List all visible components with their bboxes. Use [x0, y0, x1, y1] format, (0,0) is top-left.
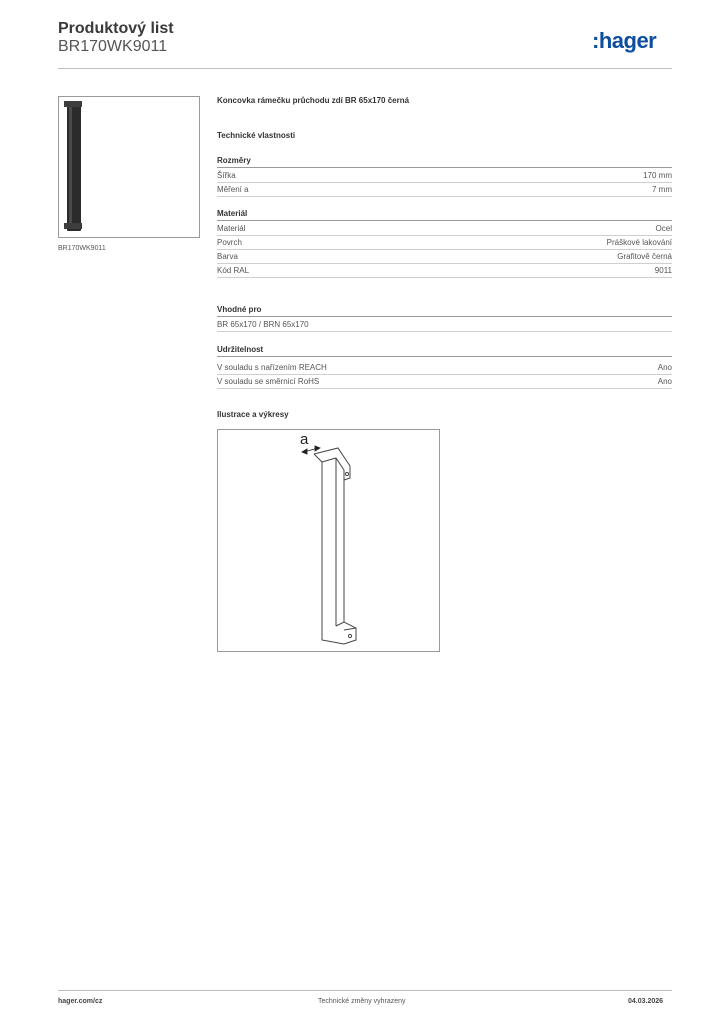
- section-title-suitable-for: Vhodné pro: [217, 305, 672, 317]
- table-row: [217, 250, 672, 264]
- table-row: [217, 183, 672, 197]
- technical-properties-title: Technické vlastnosti: [217, 131, 296, 140]
- illustrations-title: Ilustrace a výkresy: [217, 410, 289, 419]
- table-row: [217, 169, 672, 183]
- row-value: Ano: [657, 363, 672, 372]
- row-value: Ano: [657, 377, 672, 386]
- photo-caption: BR170WK9011: [58, 245, 106, 252]
- table-row: [217, 361, 672, 375]
- row-value: Ocel: [655, 224, 672, 233]
- header-divider: [58, 68, 672, 69]
- row-label: Materiál: [217, 224, 246, 233]
- row-label: Měření a: [217, 185, 249, 194]
- table-row: [217, 222, 672, 236]
- table-row: [217, 318, 672, 332]
- dimension-label: a: [300, 431, 309, 448]
- section-title-dimensions: Rozměry: [217, 156, 672, 168]
- row-label: V souladu se směrnicí RoHS: [217, 377, 320, 386]
- footer-divider: [58, 990, 672, 991]
- product-image: [59, 97, 199, 237]
- row-label: Povrch: [217, 238, 242, 247]
- hager-logo: :hager: [592, 28, 657, 53]
- page-title: Produktový list: [58, 20, 174, 37]
- table-row: [217, 264, 672, 278]
- product-name: Koncovka rámečku průchodu zdí BR 65x170 černá: [217, 96, 410, 105]
- row-value: 170 mm: [643, 171, 672, 180]
- footer-date: 04.03.2026: [628, 998, 664, 1005]
- footer-note: Technické změny vyhrazeny: [318, 998, 406, 1005]
- row-label: BR 65x170 / BRN 65x170: [217, 320, 309, 329]
- technical-drawing: [217, 429, 440, 652]
- row-value: Grafitově černá: [617, 252, 672, 261]
- row-value: 7 mm: [652, 185, 672, 194]
- drawing-svg: [218, 430, 439, 651]
- row-value: 9011: [654, 266, 672, 275]
- table-row: [217, 375, 672, 389]
- section-title-sustainability: Udržitelnost: [217, 345, 672, 357]
- product-photo: [58, 96, 200, 238]
- footer-website[interactable]: hager.com/cz: [58, 998, 103, 1005]
- row-label: Barva: [217, 252, 238, 261]
- row-label: Kód RAL: [217, 266, 250, 275]
- row-label: Šířka: [217, 171, 236, 180]
- row-label: V souladu s nařízením REACH: [217, 363, 327, 372]
- table-row: [217, 236, 672, 250]
- section-title-material: Materiál: [217, 209, 672, 221]
- row-value: Práškové lakování: [606, 238, 672, 247]
- product-code: BR170WK9011: [58, 38, 168, 55]
